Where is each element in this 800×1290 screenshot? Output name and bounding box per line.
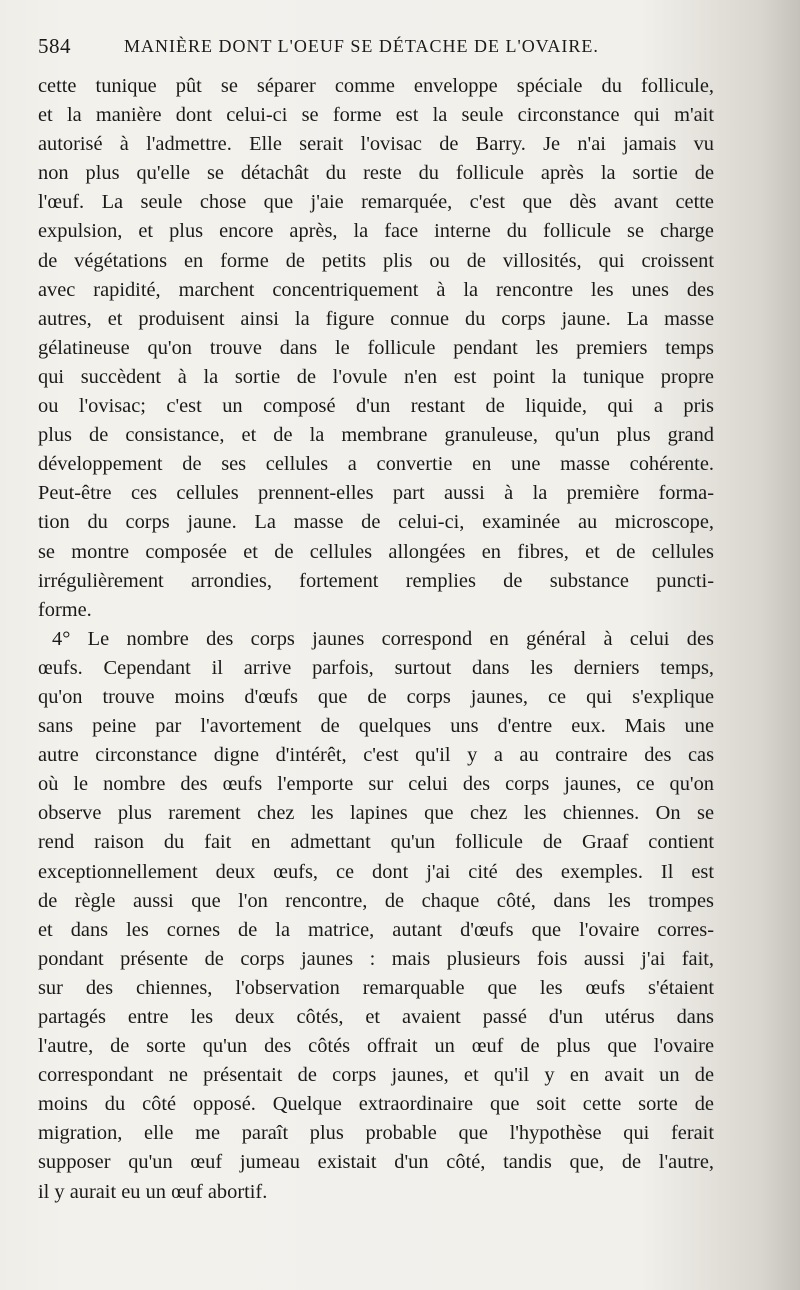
text-line: où le nombre des œufs l'emporte sur celui des corps jaunes, ce qu'on: [38, 773, 714, 796]
running-head: MANIÈRE DONT L'OEUF SE DÉTACHE DE L'OVAIRE.: [124, 36, 599, 56]
text-line: exceptionnellement deux œufs, ce dont j'ai cité des exemples. Il est: [38, 860, 714, 883]
text-line: cette tunique pût se séparer comme enveloppe spéciale du follicule,: [38, 75, 714, 97]
text-line: qu'on trouve moins d'œufs que de corps jaunes, ce qui s'explique: [38, 685, 714, 708]
page-header: [38, 30, 758, 64]
text-line: pondant présente de corps jaunes : mais plusieurs fois aussi j'ai fait,: [38, 947, 714, 970]
text-line: moins du côté opposé. Quelque extraordinaire que soit cette sorte de: [38, 1093, 714, 1116]
text-line: de végétations en forme de petits plis ou de villosités, qui croissent: [38, 249, 714, 272]
text-line: observe plus rarement chez les lapines que chez les chiennes. On se: [38, 802, 714, 825]
text-line: partagés entre les deux côtés, et avaient passé d'un utérus dans: [38, 1006, 714, 1028]
text-line: il y aurait eu un œuf abortif.: [38, 1180, 268, 1203]
text-line: rend raison du fait en admettant qu'un follicule de Graaf contient: [38, 831, 714, 854]
text-line: gélatineuse qu'on trouve dans le follicule pendant les premiers temps: [38, 336, 714, 359]
text-line: forme.: [38, 598, 92, 621]
text-line: l'autre, de sorte qu'un des côtés offrait un œuf de plus que l'ovaire: [38, 1035, 714, 1058]
text-line: Peut-être ces cellules prennent-elles part aussi à la première forma-: [38, 482, 714, 505]
text-line: développement de ses cellules a convertie en une masse cohérente.: [38, 453, 714, 476]
text-line: œufs. Cependant il arrive parfois, surtout dans les derniers temps,: [38, 656, 714, 679]
text-line: autorisé à l'admettre. Elle serait l'ovisac de Barry. Je n'ai jamais vu: [38, 133, 714, 156]
text-line: et dans les cornes de la matrice, autant d'œufs que l'ovaire corres-: [38, 918, 714, 941]
text-line: non plus qu'elle se détachât du reste du follicule après la sortie de: [38, 162, 714, 185]
text-line: correspondant ne présentait de corps jaunes, et qu'il y en avait un de: [38, 1064, 714, 1087]
text-line: autres, et produisent ainsi la figure connue du corps jaune. La masse: [38, 307, 714, 330]
text-line: plus de consistance, et de la membrane granuleuse, qu'un plus grand: [38, 424, 714, 447]
text-line: avec rapidité, marchent concentriquement à la rencontre les unes des: [38, 278, 714, 301]
text-line: et la manière dont celui-ci se forme est la seule circonstance qui m'ait: [38, 104, 714, 127]
text-line: sans peine par l'avortement de quelques uns d'entre eux. Mais une: [38, 715, 714, 738]
text-line: migration, elle me paraît plus probable que l'hypothèse qui ferait: [38, 1122, 714, 1145]
text-line: 4° Le nombre des corps jaunes correspond en général à celui des: [52, 627, 714, 650]
text-line: sur des chiennes, l'observation remarquable que les œufs s'étaient: [38, 976, 714, 999]
text-line: se montre composée et de cellules allongées en fibres, et de cellules: [38, 540, 714, 563]
text-line: autre circonstance digne d'intérêt, c'est qu'il y a au contraire des cas: [38, 744, 714, 767]
text-line: l'œuf. La seule chose que j'aie remarquée, c'est que dès avant cette: [38, 191, 714, 214]
body-text: [38, 72, 714, 1207]
text-line: ou l'ovisac; c'est un composé d'un restant de liquide, qui a pris: [38, 395, 714, 418]
text-line: irrégulièrement arrondies, fortement remplies de substance puncti-: [38, 569, 714, 592]
text-line: expulsion, et plus encore après, la face interne du follicule se charge: [38, 220, 714, 243]
text-line: supposer qu'un œuf jumeau existait d'un côté, tandis que, de l'autre,: [38, 1151, 714, 1174]
text-line: de règle aussi que l'on rencontre, de chaque côté, dans les trompes: [38, 889, 714, 912]
page-number: 584: [38, 34, 71, 58]
text-line: qui succèdent à la sortie de l'ovule n'en est point la tunique propre: [38, 365, 714, 388]
text-line: tion du corps jaune. La masse de celui-ci, examinée au microscope,: [38, 511, 714, 534]
